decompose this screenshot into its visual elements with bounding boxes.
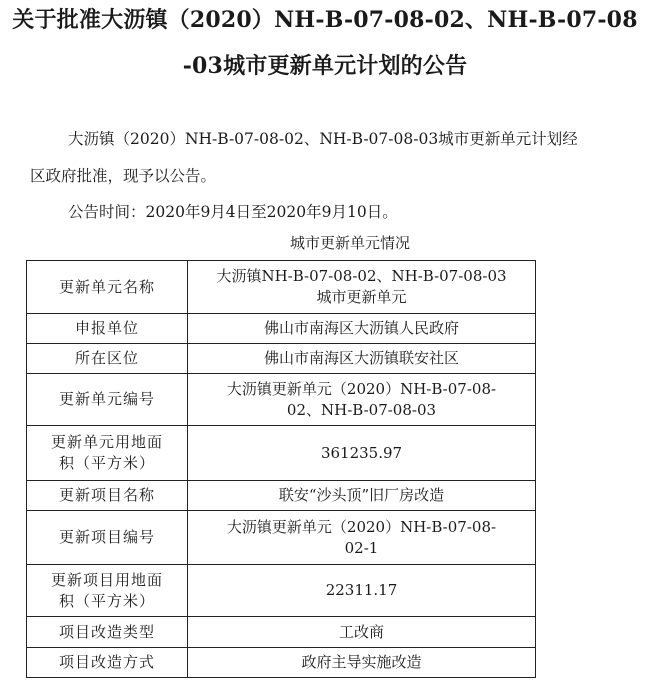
row-label-text: 更新单元用地面 [50, 433, 163, 451]
row-value [188, 344, 536, 374]
row-value-text: 政府主导实施改造 [301, 653, 422, 671]
table-caption: 城市更新单元情况 [289, 234, 410, 252]
row-value [188, 648, 536, 678]
notice-title-line-2: -03城市更新单元计划的公告 [182, 53, 468, 79]
row-label [27, 511, 188, 565]
row-value [188, 511, 536, 565]
table-row [27, 511, 536, 565]
row-value-text: 大沥镇更新单元（2020）NH-B-07-08- [226, 379, 497, 398]
renewal-unit-table [26, 260, 536, 678]
row-value [188, 565, 536, 617]
notice-title-line-1: 关于批准大沥镇（2020）NH-B-07-08-02、NH-B-07-08 [12, 7, 638, 33]
row-label [27, 565, 188, 617]
row-value-text: 佛山市南海区大沥镇联安社区 [263, 349, 459, 367]
row-label [27, 426, 188, 481]
row-value-text: 02、NH-B-07-08-03 [286, 400, 437, 419]
row-value-text: 大沥镇更新单元（2020）NH-B-07-08- [226, 517, 497, 536]
row-value-text: 361235.97 [320, 443, 403, 462]
row-value-text: 联安“沙头顶”旧厂房改造 [278, 486, 445, 504]
table-row [27, 261, 536, 314]
row-label-text: 申报单位 [74, 319, 139, 337]
row-label [27, 374, 188, 426]
table-row [27, 481, 536, 511]
row-value [188, 314, 536, 344]
row-value-text: 02-1 [344, 538, 379, 557]
row-label-text: 更新单元名称 [58, 277, 155, 296]
row-label-text: 所在区位 [74, 349, 139, 367]
table-row [27, 314, 536, 344]
row-value-text: 大沥镇NH-B-07-08-02、NH-B-07-08-03 [216, 267, 507, 285]
table-row [27, 648, 536, 678]
row-label-text: 更新单元编号 [58, 390, 155, 408]
row-value [188, 261, 536, 314]
row-label-text: 项目改造方式 [58, 653, 155, 671]
table-row [27, 565, 536, 617]
row-value-text: 工改商 [338, 622, 384, 641]
row-label [27, 314, 188, 344]
table-row [27, 426, 536, 481]
row-label [27, 481, 188, 511]
row-label-text: 积（平方米） [58, 591, 155, 610]
row-label-text: 积（平方米） [58, 454, 155, 472]
row-label [27, 344, 188, 374]
table-row [27, 617, 536, 648]
row-label [27, 261, 188, 314]
notice-time: 公告时间：2020年9月4日至2020年9月10日。 [68, 203, 398, 221]
row-value-text: 城市更新单元 [316, 288, 407, 306]
row-label-text: 更新项目用地面 [50, 570, 163, 589]
row-label-text: 更新项目编号 [58, 528, 155, 546]
row-value [188, 617, 536, 648]
table-row [27, 344, 536, 374]
row-label-text: 项目改造类型 [58, 622, 155, 641]
row-value-text: 22311.17 [325, 581, 398, 599]
row-label [27, 648, 188, 678]
table-row [27, 374, 536, 426]
body-paragraph-line-2: 区政府批准，现予以公告。 [30, 167, 217, 185]
row-value [188, 481, 536, 511]
body-paragraph-line-1: 大沥镇（2020）NH-B-07-08-02、NH-B-07-08-03城市更新单元计划经 [68, 130, 578, 148]
row-value-text: 佛山市南海区大沥镇人民政府 [263, 319, 459, 337]
row-label-text: 更新项目名称 [58, 486, 155, 504]
row-value [188, 374, 536, 426]
row-value [188, 426, 536, 481]
row-label [27, 617, 188, 648]
